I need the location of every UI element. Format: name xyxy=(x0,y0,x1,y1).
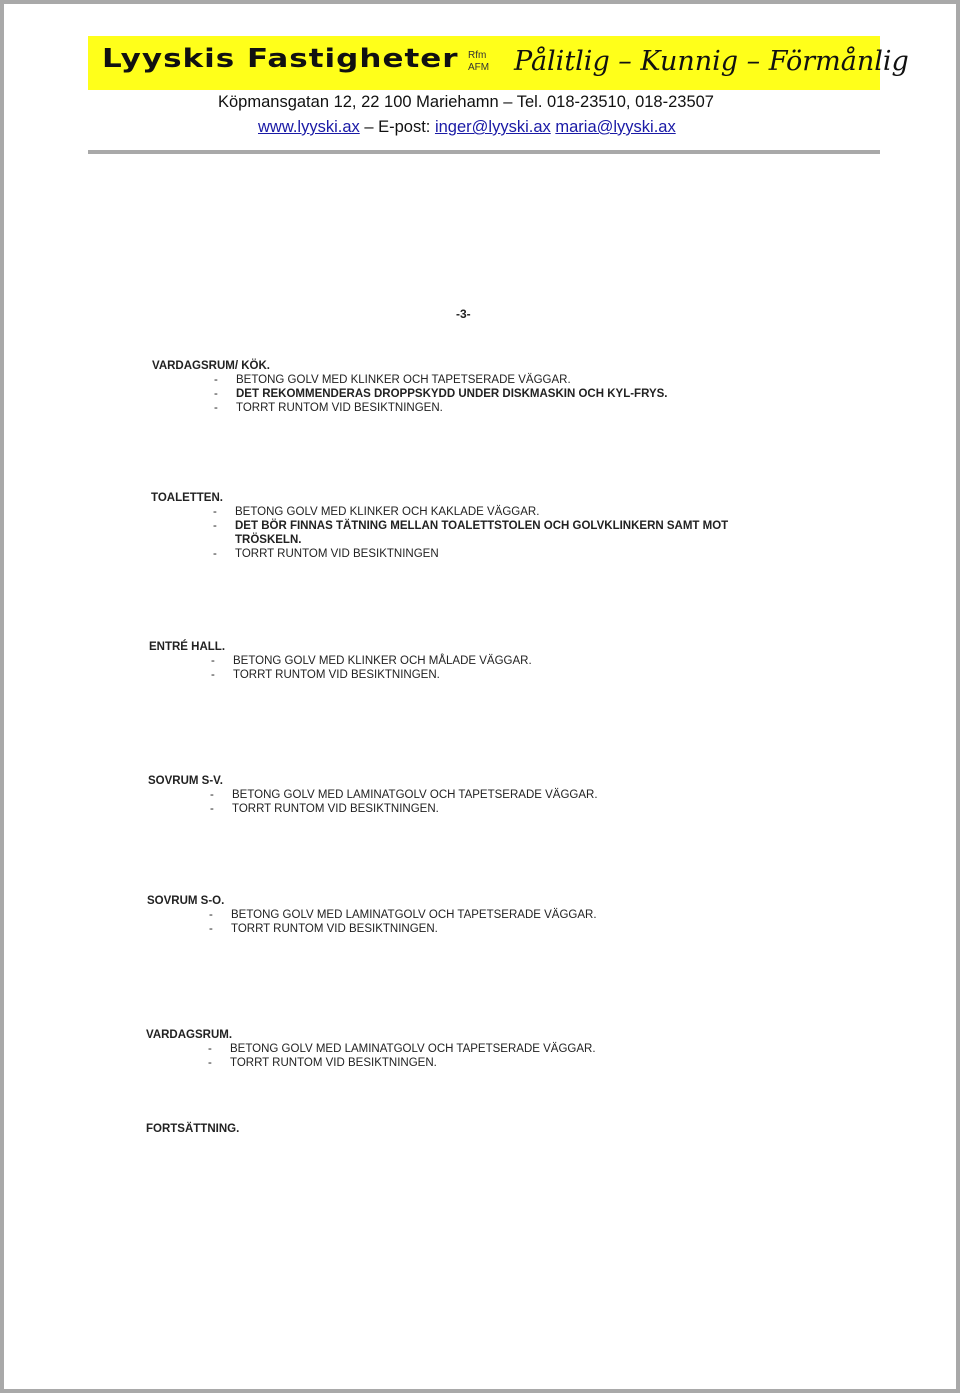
item-text: BETONG GOLV MED KLINKER OCH MÅLADE VÄGGAR. xyxy=(233,655,532,667)
section-heading: ENTRÉ HALL. xyxy=(149,641,226,653)
item-text: TORRT RUNTOM VID BESIKTNINGEN. xyxy=(236,402,443,414)
section-heading: SOVRUM S-V. xyxy=(148,775,223,787)
item-text: DET REKOMMENDERAS DROPPSKYDD UNDER DISKMASKIN OCH KYL-FRYS. xyxy=(236,388,668,400)
item-text: BETONG GOLV MED LAMINATGOLV OCH TAPETSERADE VÄGGAR. xyxy=(231,909,597,921)
list-item xyxy=(146,1042,770,1056)
section-vardagsrum xyxy=(146,1029,770,1070)
afm-label: AFM xyxy=(468,62,490,73)
page-number: -3- xyxy=(456,307,471,321)
bullet-dash: - xyxy=(213,506,217,518)
list-item xyxy=(146,1056,770,1070)
continuation-note: FORTSÄTTNING. xyxy=(146,1123,240,1135)
list-item xyxy=(151,505,775,519)
bullet-dash: - xyxy=(208,1043,212,1055)
header-banner xyxy=(88,36,909,90)
section-sovrum-sv xyxy=(148,775,772,816)
bullet-dash: - xyxy=(211,655,215,667)
bullet-dash: - xyxy=(214,388,218,400)
item-text: TORRT RUNTOM VID BESIKTNINGEN. xyxy=(231,923,438,935)
list-item xyxy=(151,519,775,547)
item-text: TORRT RUNTOM VID BESIKTNINGEN. xyxy=(233,669,440,681)
item-text: BETONG GOLV MED LAMINATGOLV OCH TAPETSERADE VÄGGAR. xyxy=(232,789,598,801)
section-heading: TOALETTEN. xyxy=(151,492,223,504)
list-item xyxy=(151,547,775,561)
bullet-dash: - xyxy=(213,520,217,532)
item-text: TORRT RUNTOM VID BESIKTNINGEN. xyxy=(232,803,439,815)
list-item xyxy=(148,802,772,816)
list-item xyxy=(152,373,776,387)
list-item xyxy=(152,387,776,401)
item-text: BETONG GOLV MED KLINKER OCH KAKLADE VÄGGAR. xyxy=(235,506,540,518)
item-text: TORRT RUNTOM VID BESIKTNINGEN xyxy=(235,548,439,560)
bullet-dash: - xyxy=(214,402,218,414)
list-item xyxy=(147,922,771,936)
list-item xyxy=(148,788,772,802)
section-heading: SOVRUM S-O. xyxy=(147,895,225,907)
list-item xyxy=(152,401,776,415)
email-label: – E-post: xyxy=(359,118,435,136)
rfm-label: Rfm xyxy=(468,50,487,61)
bullet-dash: - xyxy=(208,1057,212,1069)
section-toaletten xyxy=(151,492,775,561)
bullet-dash: - xyxy=(214,374,218,386)
company-slogan: Pålitlig – Kunnig – Förmånlig xyxy=(514,46,909,77)
section-heading: VARDAGSRUM/ KÖK. xyxy=(152,360,270,372)
item-text: DET BÖR FINNAS TÄTNING MELLAN TOALETTSTOLEN OCH GOLVKLINKERN SAMT MOT TRÖSKELN. xyxy=(235,520,729,546)
bullet-dash: - xyxy=(213,548,217,560)
bullet-dash: - xyxy=(209,909,213,921)
email-link-maria[interactable]: maria@lyyski.ax xyxy=(555,118,676,136)
item-text: TORRT RUNTOM VID BESIKTNINGEN. xyxy=(230,1057,437,1069)
item-text: BETONG GOLV MED KLINKER OCH TAPETSERADE VÄGGAR. xyxy=(236,374,571,386)
list-item xyxy=(149,654,773,668)
item-text: BETONG GOLV MED LAMINATGOLV OCH TAPETSERADE VÄGGAR. xyxy=(230,1043,596,1055)
header-divider xyxy=(88,150,880,154)
section-vardagsrum-kok xyxy=(152,360,776,415)
email-link-inger[interactable]: inger@lyyski.ax xyxy=(434,118,551,136)
bullet-dash: - xyxy=(210,789,214,801)
section-heading: VARDAGSRUM. xyxy=(146,1029,233,1041)
company-logo: Lyyskis Fastigheter xyxy=(102,44,459,74)
website-link[interactable]: www.lyyski.ax xyxy=(258,118,360,136)
bullet-dash: - xyxy=(210,803,214,815)
list-item xyxy=(147,908,771,922)
section-entre-hall xyxy=(149,641,773,682)
bullet-dash: - xyxy=(209,923,213,935)
list-item xyxy=(149,668,773,682)
section-sovrum-so xyxy=(147,895,771,936)
contact-line xyxy=(258,118,676,137)
rfm-afm-mark xyxy=(468,50,489,74)
company-address: Köpmansgatan 12, 22 100 Mariehamn – Tel. 018-23510, 018-23507 xyxy=(218,93,714,111)
bullet-dash: - xyxy=(211,669,215,681)
